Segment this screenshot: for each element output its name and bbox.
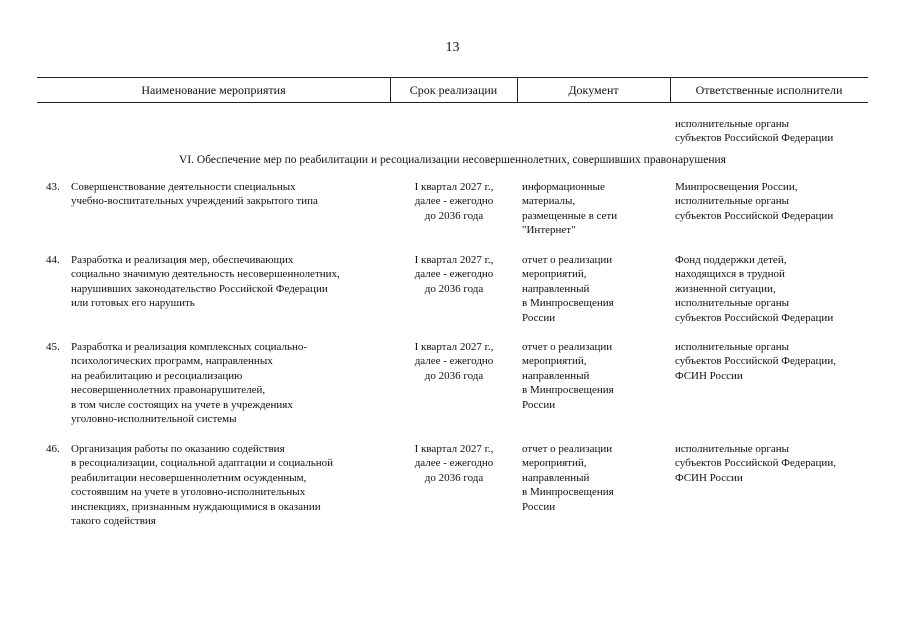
row-document: отчет о реализации мероприятий, направленный в Минпросвещения России	[522, 341, 614, 411]
row-responsible: Фонд поддержки детей, находящихся в трудной жизненной ситуации, исполнительные органы субъектов Российской Федерации	[675, 254, 834, 324]
row-number: 43.	[46, 181, 60, 193]
row-number: 46.	[46, 443, 60, 455]
carry-over-responsible: исполнительные органы субъектов Российской Федерации	[675, 118, 834, 145]
row-measure-name: Разработка и реализация мер, обеспечивающих социально значимую деятельность несовершеннолетних, нарушивших законодательство Российской Федерации или готовых его нарушить	[71, 254, 340, 310]
section-heading: VI. Обеспечение мер по реабилитации и ресоциализации несовершеннолетних, совершивших правонарушения	[179, 154, 726, 166]
row-term: I квартал 2027 г., далее - ежегодно до 2036 года	[414, 443, 494, 484]
row-measure-name: Разработка и реализация комплексных социально- психологических программ, направленных на реабилитацию и ресоциализацию несовершеннолетних правонарушителей, в том числе состоящих на учете в учреждениях уголовно-исполнительной системы	[71, 341, 308, 426]
row-measure-name: Совершенствование деятельности специальных учебно-воспитательных учреждений закрытого типа	[71, 181, 318, 208]
row-document: информационные материалы, размещенные в сети "Интернет"	[522, 181, 618, 237]
row-number: 45.	[46, 341, 60, 353]
page-number: 13	[445, 40, 460, 55]
row-document: отчет о реализации мероприятий, направленный в Минпросвещения России	[522, 254, 614, 324]
row-term: I квартал 2027 г., далее - ежегодно до 2036 года	[414, 181, 494, 222]
row-document: отчет о реализации мероприятий, направленный в Минпросвещения России	[522, 443, 614, 513]
row-number: 44.	[46, 254, 60, 266]
row-responsible: исполнительные органы субъектов Российской Федерации, ФСИН России	[675, 341, 836, 382]
header-term: Срок реализации	[409, 83, 498, 97]
header-document: Документ	[568, 83, 619, 97]
row-responsible: исполнительные органы субъектов Российской Федерации, ФСИН России	[675, 443, 836, 484]
header-bottom-rule	[37, 102, 868, 103]
header-name-of-measure: Наименование мероприятия	[141, 83, 286, 97]
row-term: I квартал 2027 г., далее - ежегодно до 2036 года	[414, 254, 494, 295]
row-responsible: Минпросвещения России, исполнительные органы субъектов Российской Федерации	[675, 181, 834, 222]
row-measure-name: Организация работы по оказанию содействия в ресоциализации, социальной адаптации и социальной реабилитации несовершеннолетним осужденным, состоявшим на учете в уголовно-исполнительных инспекциях, признанным нуждающимися в оказании такого содействия	[71, 443, 334, 528]
row-term: I квартал 2027 г., далее - ежегодно до 2036 года	[414, 341, 494, 382]
header-responsible: Ответственные исполнители	[695, 83, 843, 97]
header-top-rule	[37, 77, 868, 78]
